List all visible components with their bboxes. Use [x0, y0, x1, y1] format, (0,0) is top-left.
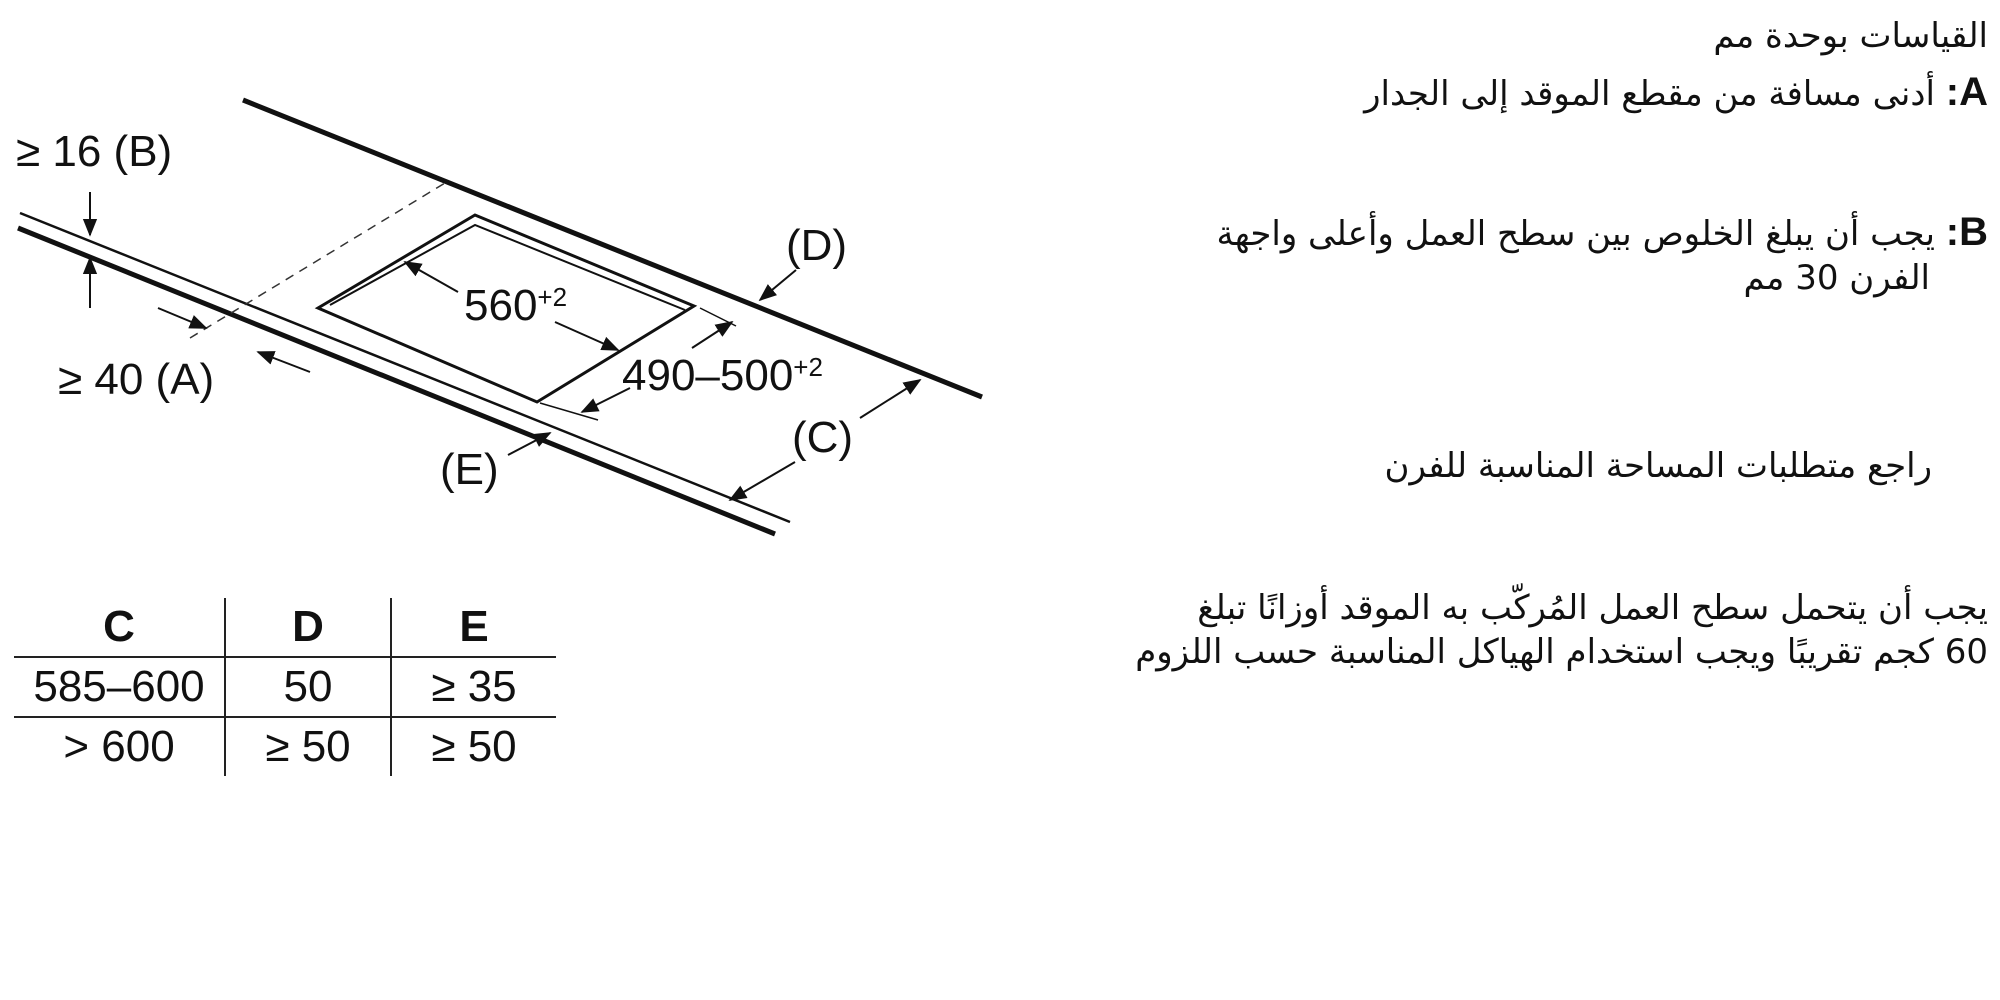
a-arrow-right — [258, 352, 310, 372]
a-arrow-left — [158, 308, 206, 328]
label-e: (E) — [440, 445, 499, 494]
note-b — [1216, 210, 1988, 300]
label-b: ≥ 16 (B) — [16, 127, 173, 176]
clearance-table — [14, 598, 556, 776]
table-row — [14, 657, 556, 717]
cell-e: ≥ 35 — [391, 657, 556, 717]
cell-d: ≥ 50 — [225, 717, 391, 776]
depth-dimension: $490-500^{+2}$ — [622, 351, 823, 400]
depth-ext-line-2 — [540, 403, 598, 420]
note-a-text: أدنى مسافة من مقطع الموقد إلى الجدار — [1364, 74, 1935, 114]
oven-note: راجع متطلبات المساحة المناسبة للفرن — [1384, 446, 1932, 486]
header-d: D — [225, 598, 391, 657]
width-arrow-left — [405, 262, 458, 292]
header-e: E — [391, 598, 556, 657]
cell-c: 585–600 — [14, 657, 225, 717]
label-c: (C) — [792, 413, 854, 462]
note-a — [1364, 70, 1988, 116]
table-header-row — [14, 598, 556, 657]
c-arrow-bottom — [730, 462, 795, 500]
units-note: القياسات بوحدة مم — [1713, 16, 1988, 56]
width-arrow-right — [555, 322, 618, 350]
load-note-line-1: يجب أن يتحمل سطح العمل المُركّب به الموقد أوزانًا تبلغ — [1197, 588, 1988, 628]
label-a: ≥ 40 (A) — [58, 355, 215, 404]
cell-c: > 600 — [63, 722, 175, 771]
header-c: C — [14, 598, 225, 657]
depth-ext-line — [700, 308, 736, 326]
note-b-text-1: يجب أن يبلغ الخلوص بين سطح العمل وأعلى واجهة — [1216, 214, 1935, 254]
cell-e: ≥ 50 — [391, 717, 556, 776]
c-arrow-top — [860, 380, 920, 418]
load-note — [1135, 586, 1988, 674]
wall-line — [243, 100, 982, 397]
note-a-key: A: — [1945, 70, 1988, 114]
table-row — [14, 717, 556, 776]
hob-cutout-diagram — [0, 0, 1000, 560]
depth-arrow-top — [692, 322, 732, 348]
cell-d: 50 — [225, 657, 391, 717]
note-b-text-2: الفرن 30 مم — [1743, 258, 1930, 298]
d-arrow — [760, 270, 796, 300]
note-b-key: B: — [1945, 210, 1988, 254]
label-d: (D) — [786, 221, 848, 270]
width-dimension: $560^{+2}$ — [464, 281, 568, 330]
load-note-line-2: 60 كجم تقريبًا ويجب استخدام الهياكل المناسبة حسب اللزوم — [1135, 632, 1988, 672]
